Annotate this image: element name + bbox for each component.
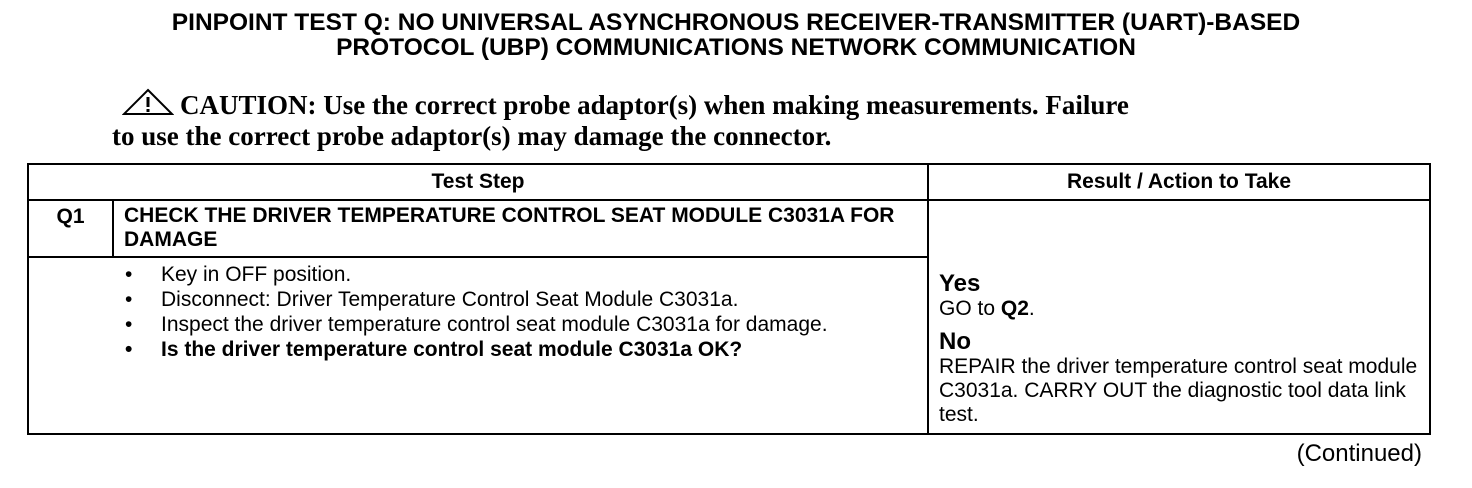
result-cell xyxy=(928,200,1430,434)
table-header-row xyxy=(28,164,1430,200)
bullet-icon: • xyxy=(125,263,133,286)
list-item: • Key in OFF position. xyxy=(125,263,352,286)
pinpoint-test-table xyxy=(27,163,1431,435)
header-result-action: Result / Action to Take xyxy=(928,164,1430,200)
continued-label: (Continued) xyxy=(1296,440,1422,467)
table-row xyxy=(28,200,1430,257)
yes-suffix: . xyxy=(1028,297,1035,320)
pinpoint-test-title xyxy=(0,10,1472,60)
header-test-step: Test Step xyxy=(28,164,928,200)
title-line-2: PROTOCOL (UBP) COMMUNICATIONS NETWORK COMMUNICATION xyxy=(336,34,1136,61)
bullet-icon: • xyxy=(125,338,133,361)
step-actions-list xyxy=(29,262,927,362)
step-name: CHECK THE DRIVER TEMPERATURE CONTROL SEAT MODULE C3031A FOR DAMAGE xyxy=(113,200,928,257)
list-item: • Inspect the driver temperature control seat module C3031a for damage. xyxy=(125,313,828,336)
result-yes xyxy=(939,271,1419,321)
warning-triangle-icon xyxy=(122,88,174,116)
caution-note xyxy=(112,88,1362,152)
caution-line-2: to use the correct probe adaptor(s) may damage the connector. xyxy=(112,121,832,151)
step-id: Q1 xyxy=(28,200,113,257)
step-actions-cell xyxy=(28,257,928,434)
caution-line-1: CAUTION: Use the correct probe adaptor(s) when making measurements. Failure xyxy=(180,90,1129,120)
yes-target-link[interactable]: Q2 xyxy=(1000,297,1029,320)
bullet-icon: • xyxy=(125,288,133,311)
title-line-1: PINPOINT TEST Q: NO UNIVERSAL ASYNCHRONOUS RECEIVER-TRANSMITTER (UART)-BASED xyxy=(171,9,1301,36)
yes-prefix: GO to xyxy=(939,297,1001,320)
result-no xyxy=(939,329,1419,427)
list-item: • Disconnect: Driver Temperature Control Seat Module C3031a. xyxy=(125,288,739,311)
no-text: REPAIR the driver temperature control seat module C3031a. CARRY OUT the diagnostic tool data link test. xyxy=(939,355,1418,426)
yes-label: Yes xyxy=(939,270,981,297)
list-item: • Is the driver temperature control seat module C3031a OK? xyxy=(125,338,743,361)
bullet-icon: • xyxy=(125,313,133,336)
no-label: No xyxy=(939,328,971,355)
